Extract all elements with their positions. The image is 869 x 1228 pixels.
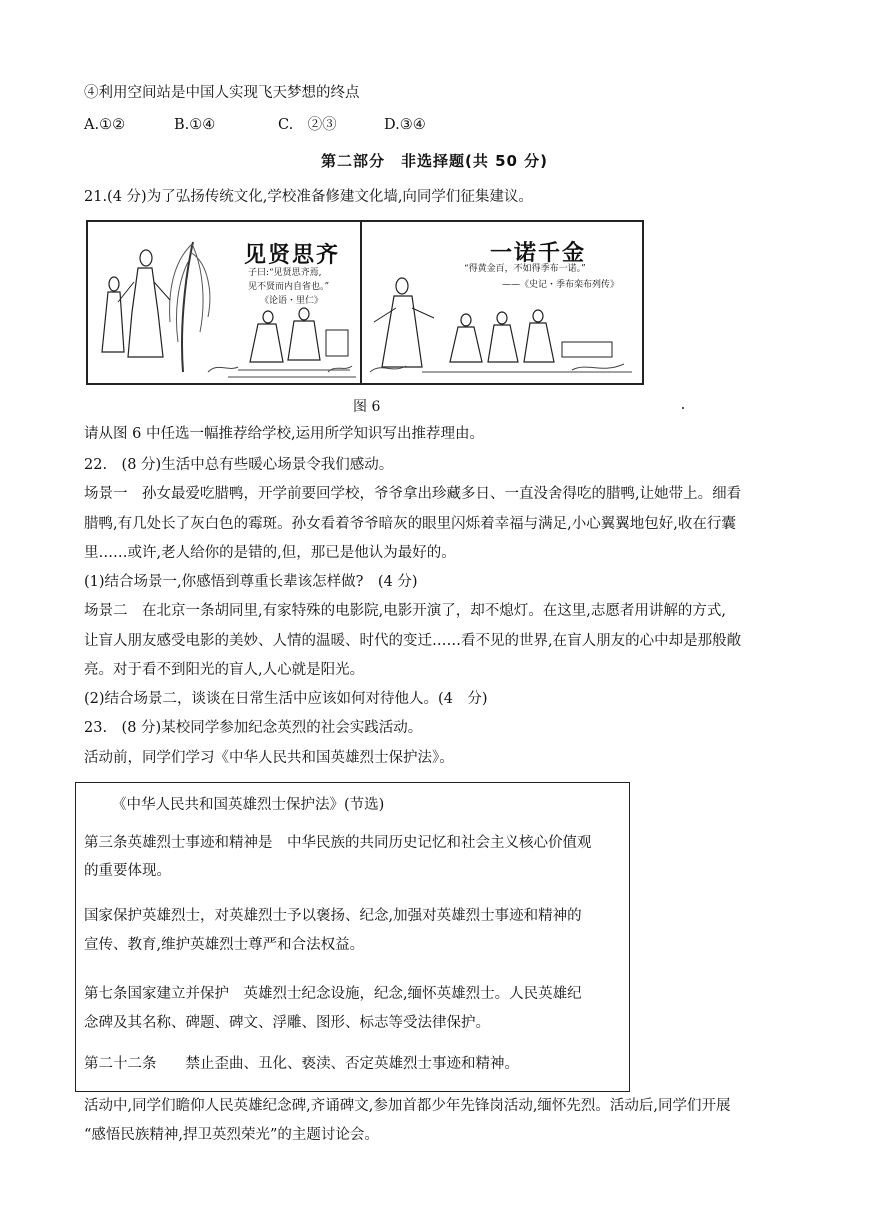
q21-prompt: 请从图 6 中任选一幅推荐给学校,运用所学知识写出推荐理由。	[84, 426, 485, 442]
left-quote-line-1: 子曰:“见贤思齐焉,	[248, 268, 322, 278]
answer-options	[84, 113, 426, 134]
law-excerpt-box	[75, 782, 630, 1092]
q22-scene2-line-3: 亮。对于看不到阳光的盲人,人心就是阳光。	[84, 662, 365, 678]
q22-stem: 22. (8 分)生活中总有些暖心场景令我们感动。	[84, 457, 394, 473]
law-art3-line-1: 第三条英雄烈士事迹和精神是 中华民族的共同历史记忆和社会主义核心价值观	[84, 835, 592, 851]
q23-after-line-1: 活动中,同学们瞻仰人民英雄纪念碑,齐诵碑文,参加首都少年先锋岗活动,缅怀先烈。活动后,同学们开展	[84, 1098, 731, 1114]
figure-panel-right	[362, 222, 642, 383]
figure-6	[86, 220, 644, 385]
q21-stem: 21.(4 分)为了弘扬传统文化,学校准备修建文化墙,向同学们征集建议。	[84, 189, 533, 205]
right-panel-title: 一诺千金	[490, 241, 587, 266]
right-quote-line-1: “得黄金百，不如得季布一诺。”	[464, 264, 586, 274]
option-c: C. ②③	[278, 117, 337, 133]
q23-after-line-2: “感悟民族精神,捍卫英烈荣光”的主题讨论会。	[84, 1127, 379, 1143]
law-excerpt-title: 《中华人民共和国英雄烈士保护法》(节选)	[112, 797, 385, 813]
option-a: A.①②	[84, 117, 126, 133]
q22-scene2-line-1: 场景二 在北京一条胡同里,有家特殊的电影院,电影开演了，却不熄灯。在这里,志愿者用讲解的方式,	[84, 603, 726, 619]
law-art7-line-2: 念碑及其名称、碑题、碑文、浮雕、图形、标志等受法律保护。	[84, 1015, 490, 1031]
q22-scene2-line-2: 让盲人朋友感受电影的美妙、人情的温暖、时代的变迁……看不见的世界,在盲人朋友的心中却是那般敞	[84, 633, 742, 649]
law-p2-line-2: 宣传、教育,维护英雄烈士尊严和合法权益。	[84, 937, 365, 953]
q23-stem: 23. (8 分)某校同学参加纪念英烈的社会实践活动。	[84, 720, 423, 736]
figure-caption: 图 6	[353, 399, 381, 415]
law-p2-line-1: 国家保护英雄烈士，对英雄烈士予以褒扬、纪念,加强对英雄烈士事迹和精神的	[84, 908, 582, 924]
left-quote-source: 《论语・里仁》	[260, 296, 324, 306]
law-art3-line-2: 的重要体现。	[84, 863, 171, 879]
left-panel-title: 见贤思齐	[244, 243, 341, 268]
right-quote-source: ——《史记・季布栾布列传》	[502, 280, 620, 290]
figure-panel-left	[88, 222, 362, 383]
law-art22: 第二十二条 禁止歪曲、丑化、亵渎、否定英雄烈士事迹和精神。	[84, 1056, 519, 1072]
q22-scene1-line-3: 里……或许,老人给你的是错的,但，那已是他认为最好的。	[84, 545, 456, 561]
q22-sub1: (1)结合场景一,你感悟到尊重长辈该怎样做? (4 分)	[84, 574, 418, 590]
option-d: D.③④	[384, 117, 426, 133]
q22-scene1-line-1: 场景一 孙女最爱吃腊鸭，开学前要回学校，爷爷拿出珍藏多日、一直没舍得吃的腊鸭,让她带上。细看	[84, 486, 742, 502]
q22-scene1-line-2: 腊鸭,有几处长了灰白色的霉斑。孙女看着爷爷暗灰的眼里闪烁着幸福与满足,小心翼翼地包好,收在行囊	[84, 516, 736, 532]
left-quote-line-2: 见不贤而内自省也。”	[248, 282, 330, 292]
law-art7-line-1: 第七条国家建立并保护 英雄烈士纪念设施，纪念,缅怀英雄烈士。人民英雄纪	[84, 986, 582, 1002]
option-b: B.①④	[174, 117, 216, 133]
q22-sub2: (2)结合场景二，谈谈在日常生活中应该如何对待他人。(4 分)	[84, 691, 488, 707]
stray-mark	[682, 407, 684, 409]
q23-before: 活动前，同学们学习《中华人民共和国英雄烈士保护法》。	[84, 750, 454, 766]
option-item-4: ④利用空间站是中国人实现飞天梦想的终点	[84, 85, 360, 101]
section-title: 第二部分 非选择题(共 50 分)	[320, 152, 549, 170]
